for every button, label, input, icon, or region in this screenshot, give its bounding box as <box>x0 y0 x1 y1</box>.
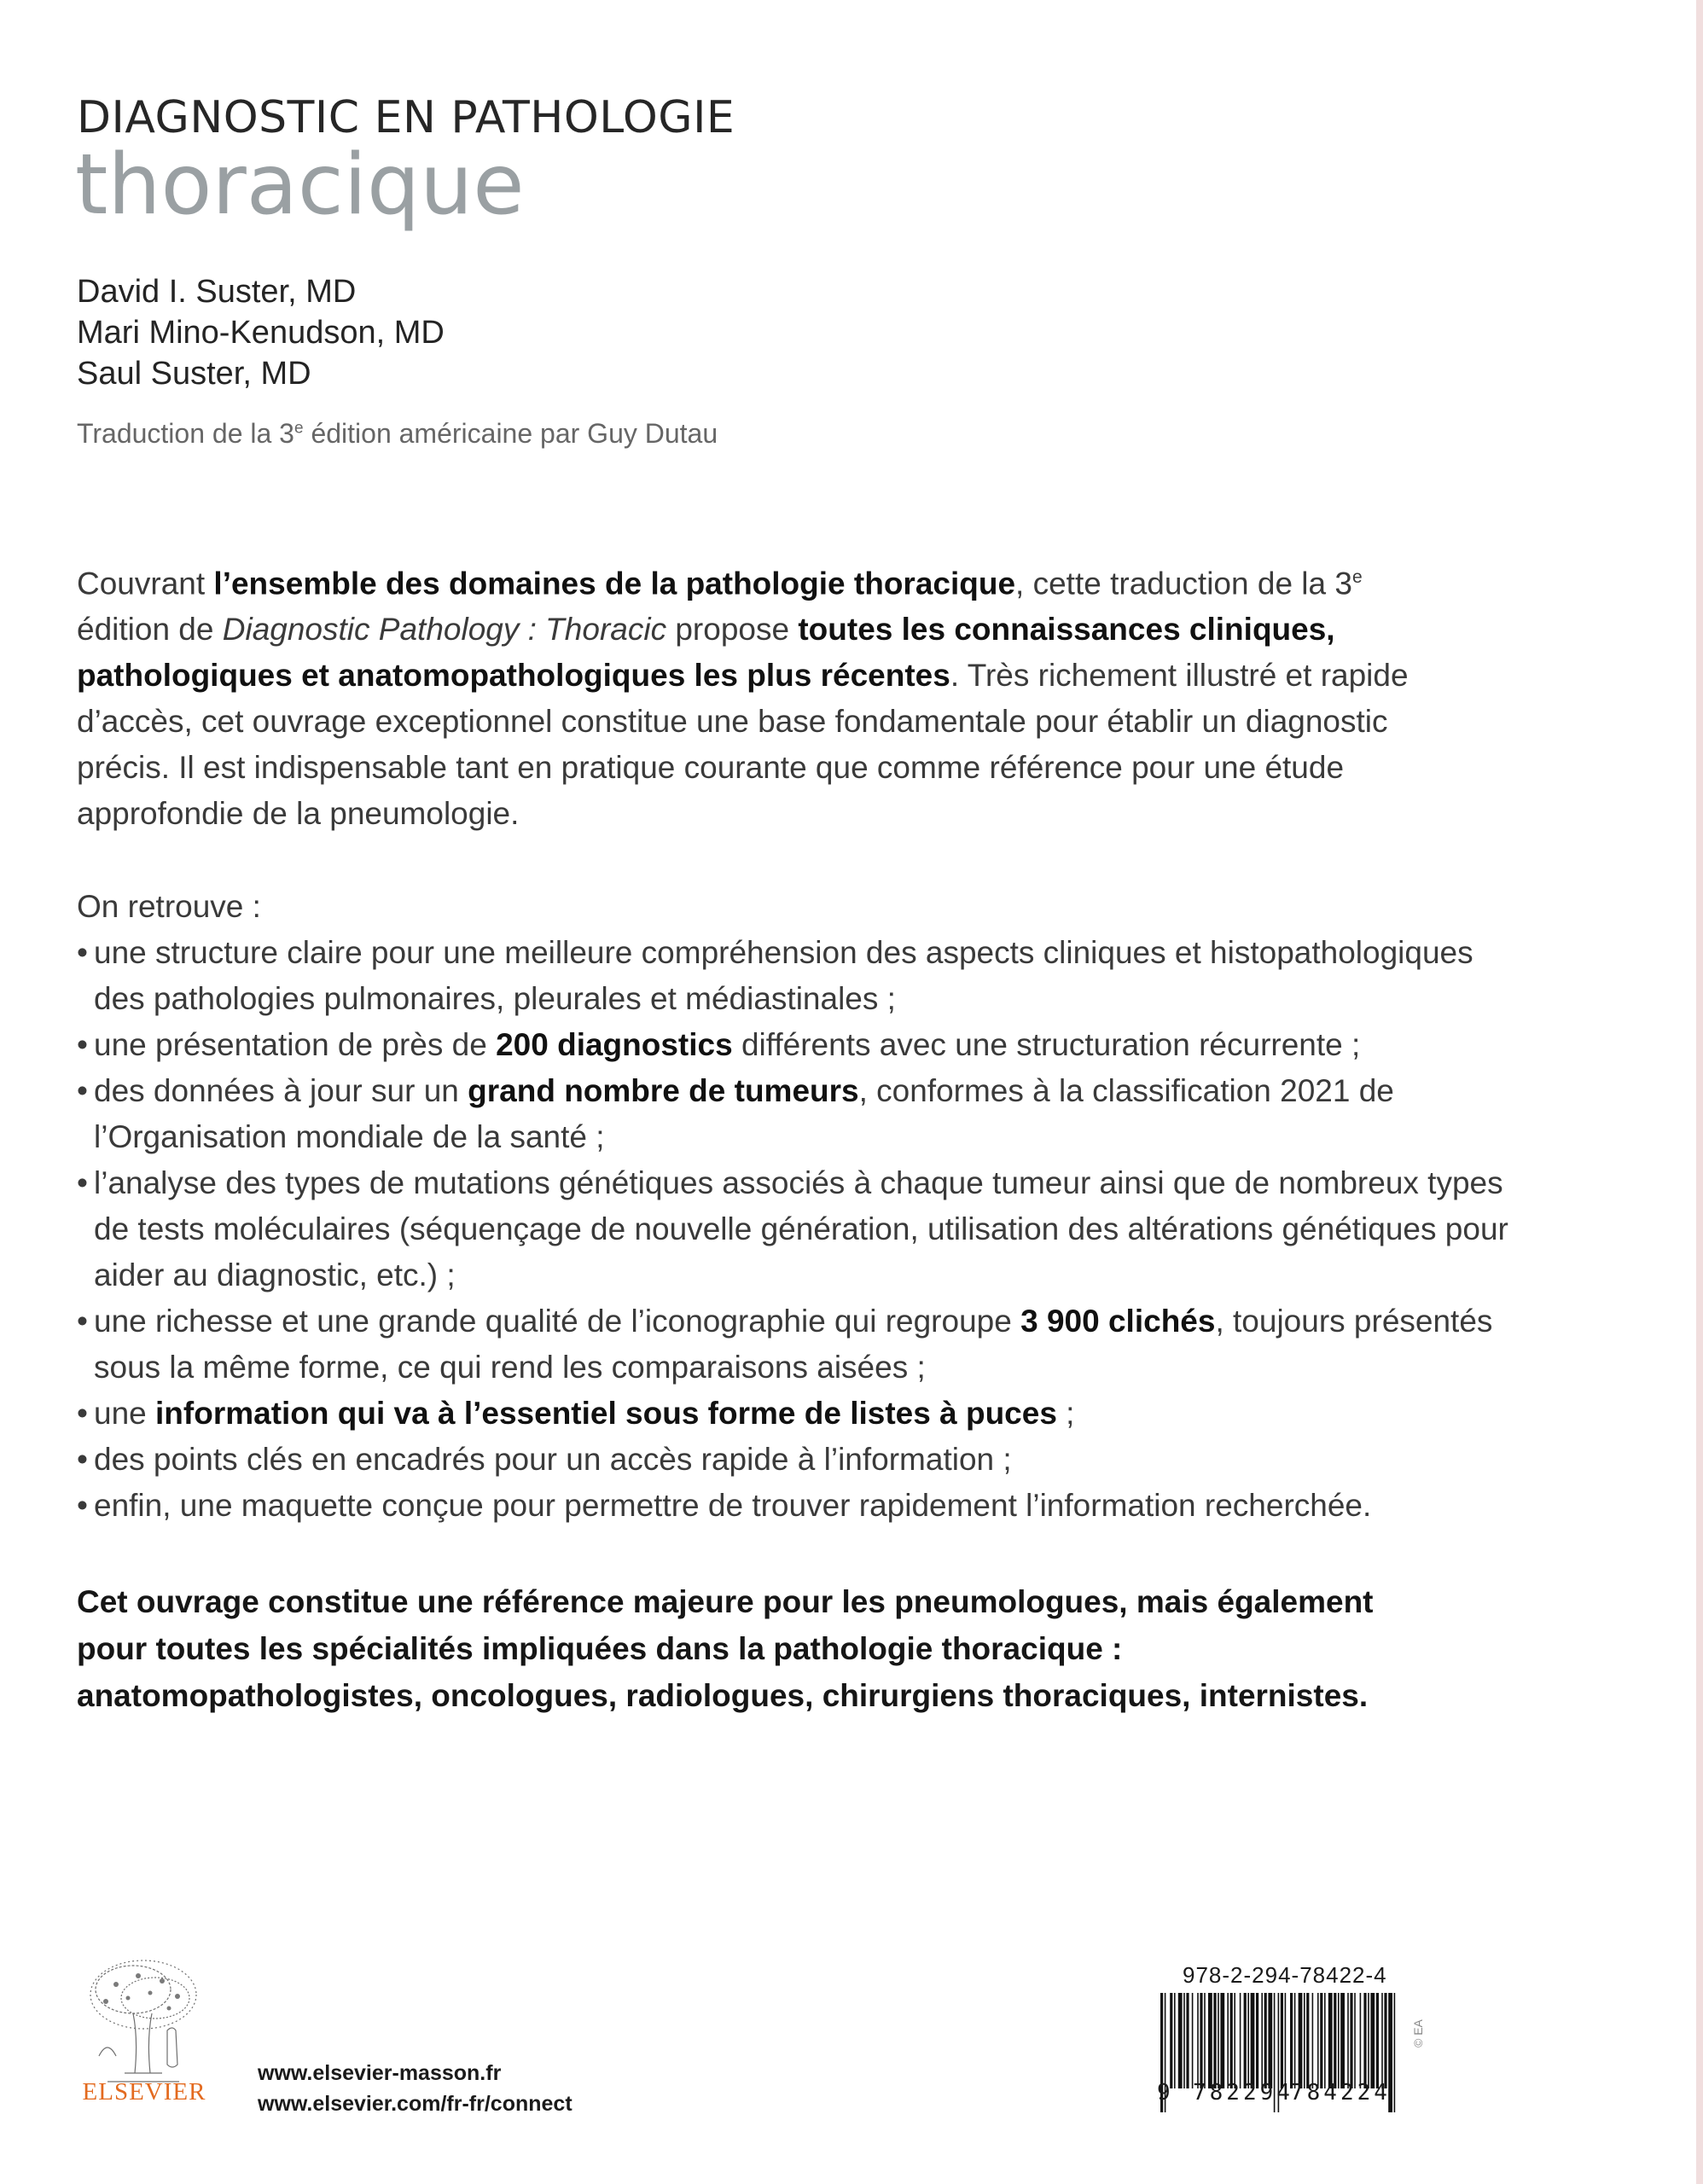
barcode-bar <box>1338 1993 1340 2088</box>
author-name: Mari Mino-Kenudson, MD <box>77 315 445 351</box>
bullet-icon: • <box>77 1396 88 1431</box>
list-item: • une information qui va à l’essentiel sous forme de listes à puces ; <box>77 1391 1510 1437</box>
list-item: • enfin, une maquette conçue pour permettre de trouver rapidement l’information recherchée. <box>77 1483 1510 1529</box>
barcode-digit-group: 782294 <box>1193 2080 1293 2106</box>
bullet-icon: • <box>77 1488 88 1523</box>
barcode-bar <box>1256 1993 1258 2088</box>
barcode-bar <box>1285 1993 1287 2088</box>
author-list <box>77 271 930 394</box>
barcode-bar <box>1384 1993 1386 2088</box>
series-title: DIAGNOSTIC EN PATHOLOGIE <box>77 92 735 143</box>
bullet-icon: • <box>77 935 88 970</box>
barcode-bar <box>1350 1993 1352 2088</box>
barcode-bar <box>1394 1993 1396 2112</box>
barcode-bar <box>1240 1993 1241 2088</box>
bullet-icon: • <box>77 1165 88 1200</box>
url-link[interactable]: www.elsevier.com/fr-fr/connect <box>258 2092 573 2116</box>
barcode-bar <box>1370 1993 1375 2088</box>
author-name: David I. Suster, MD <box>77 274 357 310</box>
barcode-bar <box>1183 1993 1185 2088</box>
barcode-bar <box>1213 1993 1216 2088</box>
barcode-bar <box>1328 1993 1333 2088</box>
barcode-bar <box>1186 1993 1189 2088</box>
barcode-bar <box>1306 1993 1309 2088</box>
barcode-bar <box>1178 1993 1183 2088</box>
barcode-bar <box>1218 1993 1219 2088</box>
bullet-icon: • <box>77 1304 88 1339</box>
barcode-bar <box>1247 1993 1249 2088</box>
barcode-bar <box>1268 1993 1272 2088</box>
list-item: • une structure claire pour une meilleure compréhension des aspects cliniques et histopathologiques des pathologies pulmonaires, pleurales et médiastinales ; <box>77 930 1510 1022</box>
list-item: • une présentation de près de 200 diagnostics différents avec une structuration récurrente ; <box>77 1022 1510 1068</box>
barcode-bar <box>1192 1993 1194 2088</box>
bullet-icon: • <box>77 1073 88 1108</box>
barcode-bar <box>1360 1993 1362 2088</box>
barcode-bar <box>1347 1993 1349 2088</box>
barcode-digit-group: 9 <box>1157 2080 1174 2106</box>
barcode-bar <box>1290 1993 1293 2088</box>
barcode-bar <box>1197 1993 1199 2088</box>
barcode-bar <box>1376 1993 1379 2088</box>
publisher-name: ELSEVIER <box>82 2078 206 2106</box>
main-title: thoracique <box>75 136 525 234</box>
barcode-bar <box>1204 1993 1206 2088</box>
copyright-mark: © EA <box>1411 2019 1425 2048</box>
barcode-bar <box>1261 1993 1263 2088</box>
barcode-bar <box>1324 1993 1326 2088</box>
feature-list <box>77 930 1510 1529</box>
author-name: Saul Suster, MD <box>77 356 311 392</box>
list-item: • des données à jour sur un grand nombre de tumeurs, conformes à la classification 2021 de l’Organisation mondiale de la santé ; <box>77 1068 1510 1160</box>
intro-paragraph: Couvrant l’ensemble des domaines de la pathologie thoracique, cette traduction de la 3e édition de Diagnostic Pathology : Thoracic propose toutes les connaissances cliniques, pathologiques et anatomopathologiques les plus récentes. Très richement illustré et rapide d’accès, cet ouvrage exceptionnel constitue une base fondamentale pour établir un diagnostic précis. Il est indispensable tant en pratique courante que comme référence pour une étude approfondie de la pneumologie. <box>77 566 1409 832</box>
bullet-icon: • <box>77 1442 88 1477</box>
barcode-bar <box>1354 1993 1356 2088</box>
barcode-bar <box>1234 1993 1235 2088</box>
barcode-bar <box>1294 1993 1296 2088</box>
list-intro: On retrouve : <box>77 889 261 924</box>
barcode-bar <box>1208 1993 1212 2088</box>
barcode-bar <box>1230 1993 1233 2088</box>
barcode-bar <box>1170 1993 1172 2088</box>
url-link[interactable]: www.elsevier-masson.fr <box>258 2061 502 2085</box>
barcode-bar <box>1244 1993 1247 2088</box>
barcode-bar <box>1200 1993 1202 2088</box>
isbn-number: 978-2-294-78422-4 <box>1183 1962 1387 1988</box>
barcode-bar <box>1381 1993 1383 2088</box>
barcode-bar <box>1299 1993 1303 2088</box>
barcode-bar <box>1334 1993 1336 2088</box>
barcode-bar <box>1281 1993 1283 2088</box>
list-item: • l’analyse des types de mutations génétiques associés à chaque tumeur ainsi que de nombreux types de tests moléculaires (séquençage de nouvelle génération, utilisation des altérations génétiques pour aider au diagnostic, etc.) ; <box>77 1160 1510 1298</box>
publisher-urls <box>258 2058 573 2119</box>
barcode-bar <box>1340 1993 1345 2088</box>
barcode-bar <box>1312 1993 1314 2088</box>
barcode-bar <box>1227 1993 1229 2088</box>
barcode-bar <box>1174 1993 1176 2088</box>
barcode-bar <box>1368 1993 1369 2088</box>
conclusion-paragraph: Cet ouvrage constitue une référence majeure pour les pneumologues, mais également pour toutes les spécialités impliquées dans la pathologie thoracique : anatomopathologistes, oncologues, radiologues, chirurgiens thoraciques, internistes. <box>77 1584 1374 1713</box>
barcode-bar <box>1320 1993 1322 2088</box>
barcode-bar <box>1304 1993 1305 2088</box>
barcode-bar <box>1317 1993 1319 2088</box>
page-edge-strip <box>1696 0 1703 2184</box>
translation-credit: Traduction de la 3e édition américaine par Guy Dutau <box>77 418 718 449</box>
barcode-digit-group: 784224 <box>1290 2080 1391 2106</box>
list-item: • une richesse et une grande qualité de l’iconographie qui regroupe 3 900 clichés, toujours présentés sous la même forme, ce qui rend les comparaisons aisées ; <box>77 1298 1510 1391</box>
barcode-bar <box>1220 1993 1224 2088</box>
bullet-icon: • <box>77 1027 88 1062</box>
elsevier-tree-logo-icon <box>73 1954 210 2099</box>
list-item: • des points clés en encadrés pour un accès rapide à l’information ; <box>77 1437 1510 1483</box>
barcode-bar <box>1264 1993 1267 2088</box>
barcode-bar <box>1251 1993 1255 2088</box>
barcode-bar <box>1363 1993 1366 2088</box>
